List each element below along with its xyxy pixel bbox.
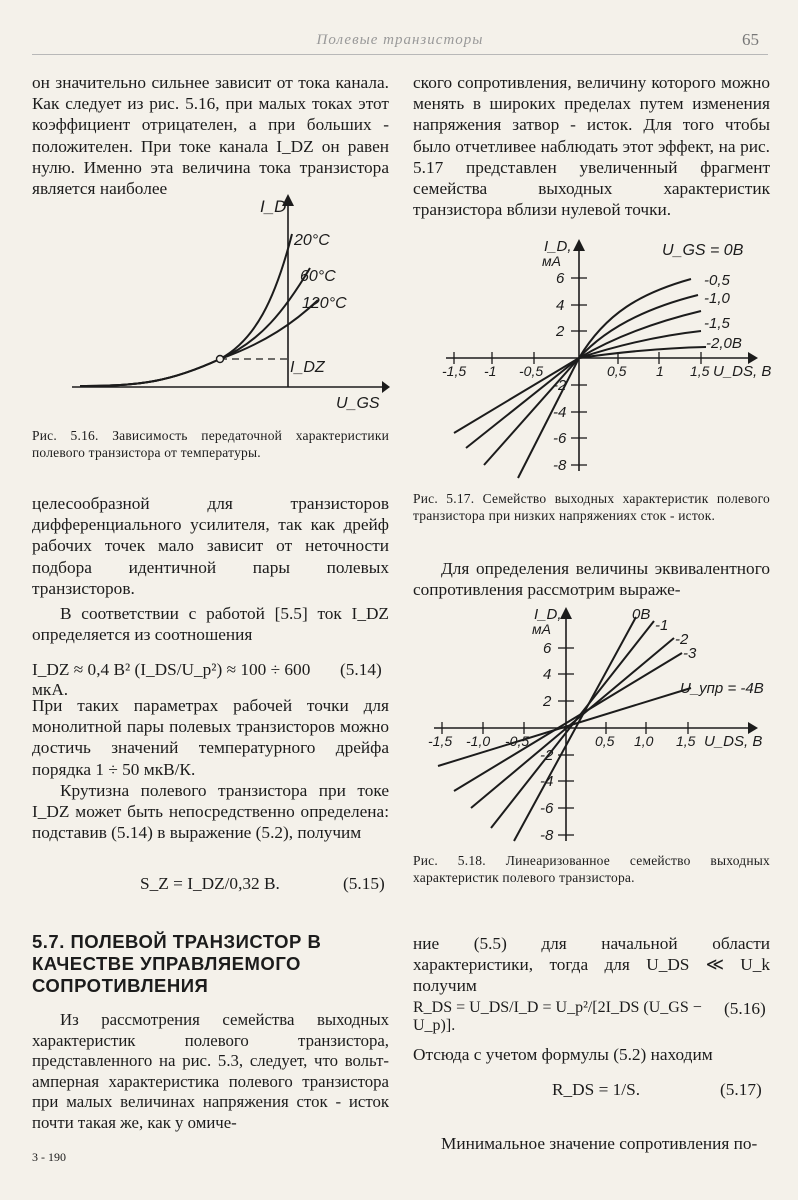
fig517-xlabel: U_DS, В <box>713 363 772 380</box>
fig518-ytick: -8 <box>540 827 554 844</box>
right-paragraph-1: ского сопротивления, величину которого можно менять в широких пределах путем изменения напряжения затвор - исток. Для того чтобы было отчетливее наблюдать этот эффект, на рис. 5.17 представлен увеличенный фрагмент семейства выходных характеристик транзистора вблизи нулевой точки. <box>413 73 770 220</box>
fig518-xtick: 0,5 <box>595 733 615 749</box>
fig516-ylabel: I_D <box>260 197 287 216</box>
right-paragraph-5: Минимальное значение сопротивления по- <box>441 1134 758 1153</box>
fig517-xtick: -1 <box>484 363 497 379</box>
left-paragraph-3: В соответствии с работой [5.5] ток I_DZ определяется из соотношения <box>32 604 389 645</box>
line-0V <box>514 617 636 841</box>
fig517-xtick: 1,5 <box>690 363 710 379</box>
equation-5-14: I_DZ ≈ 0,4 B² (I_DS/U_p²) ≈ 100 ÷ 600 мкА. <box>32 660 311 699</box>
fig517-curve-label-1.5: -1,5 <box>704 315 730 332</box>
caption-5-18: Рис. 5.18. Линеаризованное семейство выходных характеристик полевого транзистора. <box>413 853 770 885</box>
page-number: 65 <box>742 30 759 49</box>
fig518-xtick: 1,0 <box>634 733 654 749</box>
fig517-ytick: -2 <box>553 377 567 394</box>
fig518-curve-label-2: -2 <box>675 631 689 648</box>
equation-5-15-number: (5.15) <box>343 874 385 893</box>
figure-5-18 <box>426 603 776 848</box>
fig518-xlabel: U_DS, В <box>704 733 763 750</box>
equation-5-17: R_DS = 1/S. <box>552 1080 641 1099</box>
caption-5-17: Рис. 5.17. Семейство выходных характеристик полевого транзистора при низких напряжениях сток - исток. <box>413 491 770 523</box>
fig518-xtick: -1,0 <box>466 733 491 749</box>
left-paragraph-6: Из рассмотрения семейства выходных характеристик полевого транзистора, представленного на рис. 5.3, следует, что вольт-амперная характеристика полевого транзистора при малых величинах напряжения сток - исток почти такая же, как у омиче- <box>32 1010 389 1132</box>
signature-mark: 3 - 190 <box>32 1150 66 1164</box>
fig517-ytick: -4 <box>553 404 567 421</box>
idz-point <box>217 356 224 363</box>
y-arrow <box>560 607 572 619</box>
figure-5-16 <box>60 190 390 415</box>
left-paragraph-4: При таких параметрах рабочей точки для монолитной пары полевых транзисторов можно достичь значений температурного дрейфа порядка 1 ÷ 50 мкВ/К. <box>32 696 389 779</box>
equation-5-17-number: (5.17) <box>720 1080 762 1099</box>
fig516-label-20: 20°C <box>294 232 330 249</box>
fig517-xtick: 0,5 <box>607 363 627 379</box>
y-arrow <box>573 239 585 251</box>
left-paragraph-5: Крутизна полевого транзистора при токе I_DZ может быть непосредственно определена: подставив (5.14) в выражение (5.2), получим <box>32 781 389 843</box>
caption-5-16: Рис. 5.16. Зависимость передаточной характеристики полевого транзистора от температуры. <box>32 428 389 460</box>
fig517-ytick: -8 <box>553 457 567 474</box>
curve-1.5V <box>579 331 701 358</box>
fig518-ytick: 2 <box>543 693 552 710</box>
fig517-xtick: 1 <box>656 363 664 379</box>
fig516-xlabel: U_GS <box>336 395 380 412</box>
fig516-label-120: 120°C <box>302 295 347 312</box>
header-rule <box>32 54 768 55</box>
fig517-curve-label-0.5: -0,5 <box>704 272 730 289</box>
fig518-curve-label-1: -1 <box>655 617 669 634</box>
fig518-ytick: -6 <box>540 800 554 817</box>
equation-5-16-number: (5.16) <box>724 999 766 1018</box>
equation-5-16: R_DS = U_DS/I_D = U_p²/[2I_DS (U_GS − U_p)]. <box>413 999 702 1034</box>
fig517-xtick: -0,5 <box>519 363 544 379</box>
fig518-xtick: -0,5 <box>505 733 530 749</box>
fig516-label-60: 60°C <box>300 268 336 285</box>
section-heading: 5.7. ПОЛЕВОЙ ТРАНЗИСТОР В КАЧЕСТВЕ УПРАВЛЯЕМОГО СОПРОТИВЛЕНИЯ <box>32 931 322 996</box>
right-paragraph-4: Отсюда с учетом формулы (5.2) находим <box>413 1045 713 1064</box>
equation-5-14-number: (5.14) <box>340 660 382 679</box>
fig518-ytick: 6 <box>543 640 552 657</box>
fig517-yunit: мА <box>542 253 561 269</box>
fig518-xtick: -1,5 <box>428 733 453 749</box>
fig517-ytick: 2 <box>556 323 565 340</box>
right-paragraph-3: ние (5.5) для начальной области характеристики, тогда для U_DS ≪ U_k получим <box>413 934 770 996</box>
fig518-curve-label-0: 0В <box>632 606 651 623</box>
fig518-yunit: мА <box>532 621 551 637</box>
fig518-ylabel: I_D, <box>534 606 562 623</box>
fig517-param-label: U_GS = 0В <box>662 242 744 259</box>
fig518-ytick: -2 <box>540 747 554 764</box>
running-title: Полевые транзисторы <box>316 32 484 48</box>
left-paragraph-1: он значительно сильнее зависит от тока канала. Как следует из рис. 5.16, при малых токах этот коэффициент отрицателен, а при больших - положителен. При токе канала I_DZ он равен нулю. Именно эта величина тока транзистора является наиболее <box>32 73 389 199</box>
left-paragraph-2: целесообразной для транзисторов дифференциального усилителя, так как дрейф рабочих точек мало зависит от неточности подбора идентичной пары полевых транзисторов. <box>32 494 389 598</box>
curve-120C <box>80 300 318 386</box>
fig517-ytick: -6 <box>553 430 567 447</box>
fig518-ytick: -4 <box>540 773 554 790</box>
line-4V <box>438 688 691 766</box>
fig517-curve-label-1.0: -1,0 <box>704 290 730 307</box>
fig517-curve-label-2.0: -2,0В <box>706 335 742 352</box>
x-arrow <box>382 381 390 393</box>
curve-20C <box>80 234 292 386</box>
fig518-curve-label-3: -3 <box>683 645 697 662</box>
equation-5-15: S_Z = I_DZ/0,32 В. <box>140 874 280 893</box>
fig517-ylabel: I_D, <box>544 238 572 255</box>
fig517-xtick: -1,5 <box>442 363 467 379</box>
fig518-ytick: 4 <box>543 666 552 683</box>
figure-5-17 <box>436 233 776 483</box>
fig517-ytick: 4 <box>556 297 565 314</box>
fig518-param-label: U_упр = -4В <box>680 680 764 697</box>
fig516-idz-label: I_DZ <box>290 359 325 376</box>
right-paragraph-2: Для определения величины эквивалентного сопротивления рассмотрим выраже- <box>413 559 770 600</box>
line-2V <box>471 638 674 808</box>
fig517-ytick: 6 <box>556 270 565 287</box>
fig518-xtick: 1,5 <box>676 733 696 749</box>
